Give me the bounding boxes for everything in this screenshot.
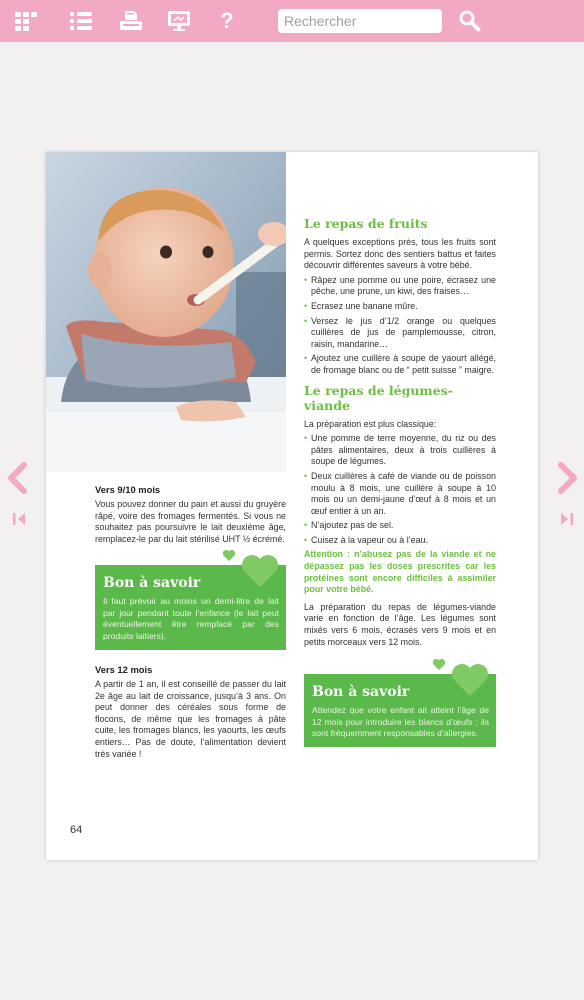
box-title: Bon à savoir <box>312 684 410 701</box>
vegetables-intro: La préparation est plus classique: <box>304 418 437 429</box>
fruits-list <box>304 275 496 377</box>
vegetables-paragraph: La préparation du repas de légumes-viande varie en fonction de l’âge. Les légumes sont mixés vers 6 mois, écrasés vers 9 mois et en petits morceaux vers 12 mois. <box>304 601 496 647</box>
help-icon[interactable]: ? <box>220 8 234 33</box>
list-icon[interactable] <box>68 9 94 33</box>
search-icon[interactable] <box>458 9 482 33</box>
paragraph-12-months: A partir de 1 an, il est conseillé de passer du lait 2e âge au lait de croissance, jusqu’à 3 ans. On peut donner des céréales sous forme de flocons, de même que les fromages à pâte cuite, les fromages blancs, les yaourts, les œufs entiers… Pas de doute, l’alimentation devient très variée ! <box>95 679 286 759</box>
search-input[interactable] <box>278 9 442 33</box>
fruits-intro: A quelques exceptions près, tous les fruits sont permis. Sortez donc des sentiers battus et faites découvrir différentes saveurs à votre bébé. <box>304 237 496 271</box>
baby-eating-photo <box>46 152 286 472</box>
first-page-button[interactable] <box>12 511 34 527</box>
list-item: • Ecrasez une banane mûre. <box>304 301 496 313</box>
box-title: Bon à savoir <box>103 575 201 592</box>
small-heart-icon <box>432 658 446 671</box>
list-item: • N’ajoutez pas de sel. <box>304 520 496 532</box>
list-item: • Râpez une pomme ou une poire, écrasez une pêche, une prune, un kiwi, des fraises… <box>304 275 496 298</box>
heading-12-months: Vers 12 mois <box>95 664 153 675</box>
list-item: • Deux cuillères à café de viande ou de poisson moulu à 8 mois, une cuillère à soupe à 10 mois ou un demi-jaune d’œuf à 8 mois et un œuf entier à un an. <box>304 471 496 517</box>
left-column <box>95 484 286 760</box>
next-page-button[interactable] <box>556 462 578 494</box>
list-item: • Une pomme de terre moyenne, du riz ou des pâtes alimentaires, deux à trois cuillères à soupe de légumes. <box>304 433 496 468</box>
vegetables-list <box>304 433 496 546</box>
heading-9-10-months: Vers 9/10 mois <box>95 484 161 495</box>
box-text: Attendez que votre enfant ait atteint l’âge de 12 mois pour introduire les blancs d’œufs : ils sont fréquemment responsables d’allergies. <box>312 705 489 739</box>
list-item: • Cuisez à la vapeur ou à l’eau. <box>304 535 496 547</box>
box-text: Il faut prévoir au moins un demi-litre de lait par jour pendant toute l’enfance (le lait peut éventuellement être remplacé par des produits laitiers). <box>103 596 279 641</box>
page-number: 64 <box>70 824 83 836</box>
right-column <box>304 216 496 747</box>
grid-icon[interactable] <box>14 9 40 33</box>
good-to-know-box-right <box>304 674 496 747</box>
good-to-know-box-left <box>95 565 286 650</box>
fruits-title: Le repas de fruits <box>304 216 428 231</box>
vegetables-meat-title: Le repas de légumes-viande <box>304 382 453 413</box>
toolbar <box>0 0 584 42</box>
print-icon[interactable] <box>118 9 144 33</box>
monitor-icon[interactable] <box>166 9 192 33</box>
previous-page-button[interactable] <box>7 462 29 494</box>
attention-note: Attention : n’abusez pas de la viande et ne dépassez pas les doses prescrites car les protéines sont encore difficiles à assimiler pour votre bébé. <box>304 549 496 595</box>
small-heart-icon <box>222 549 236 562</box>
big-heart-icon <box>240 553 280 589</box>
last-page-button[interactable] <box>558 511 580 527</box>
big-heart-icon <box>450 662 490 698</box>
list-item: • Versez le jus d’1/2 orange ou quelques cuillères de jus de pamplemousse, citron, raisin, mandarine… <box>304 316 496 351</box>
magazine-page <box>46 152 538 860</box>
list-item: • Ajoutez une cuillère à soupe de yaourt allégé, de fromage blanc ou de “ petit suisse ” maigre. <box>304 353 496 376</box>
paragraph-9-10-months: Vous pouvez donner du pain et aussi du gruyère râpé, voire des fromages fermentés. Si vous ne souhaitez pas poursuivre le lait deuxième âge, remplacez-le par du lait stérilisé UHT ½ écrémé. <box>95 499 286 544</box>
